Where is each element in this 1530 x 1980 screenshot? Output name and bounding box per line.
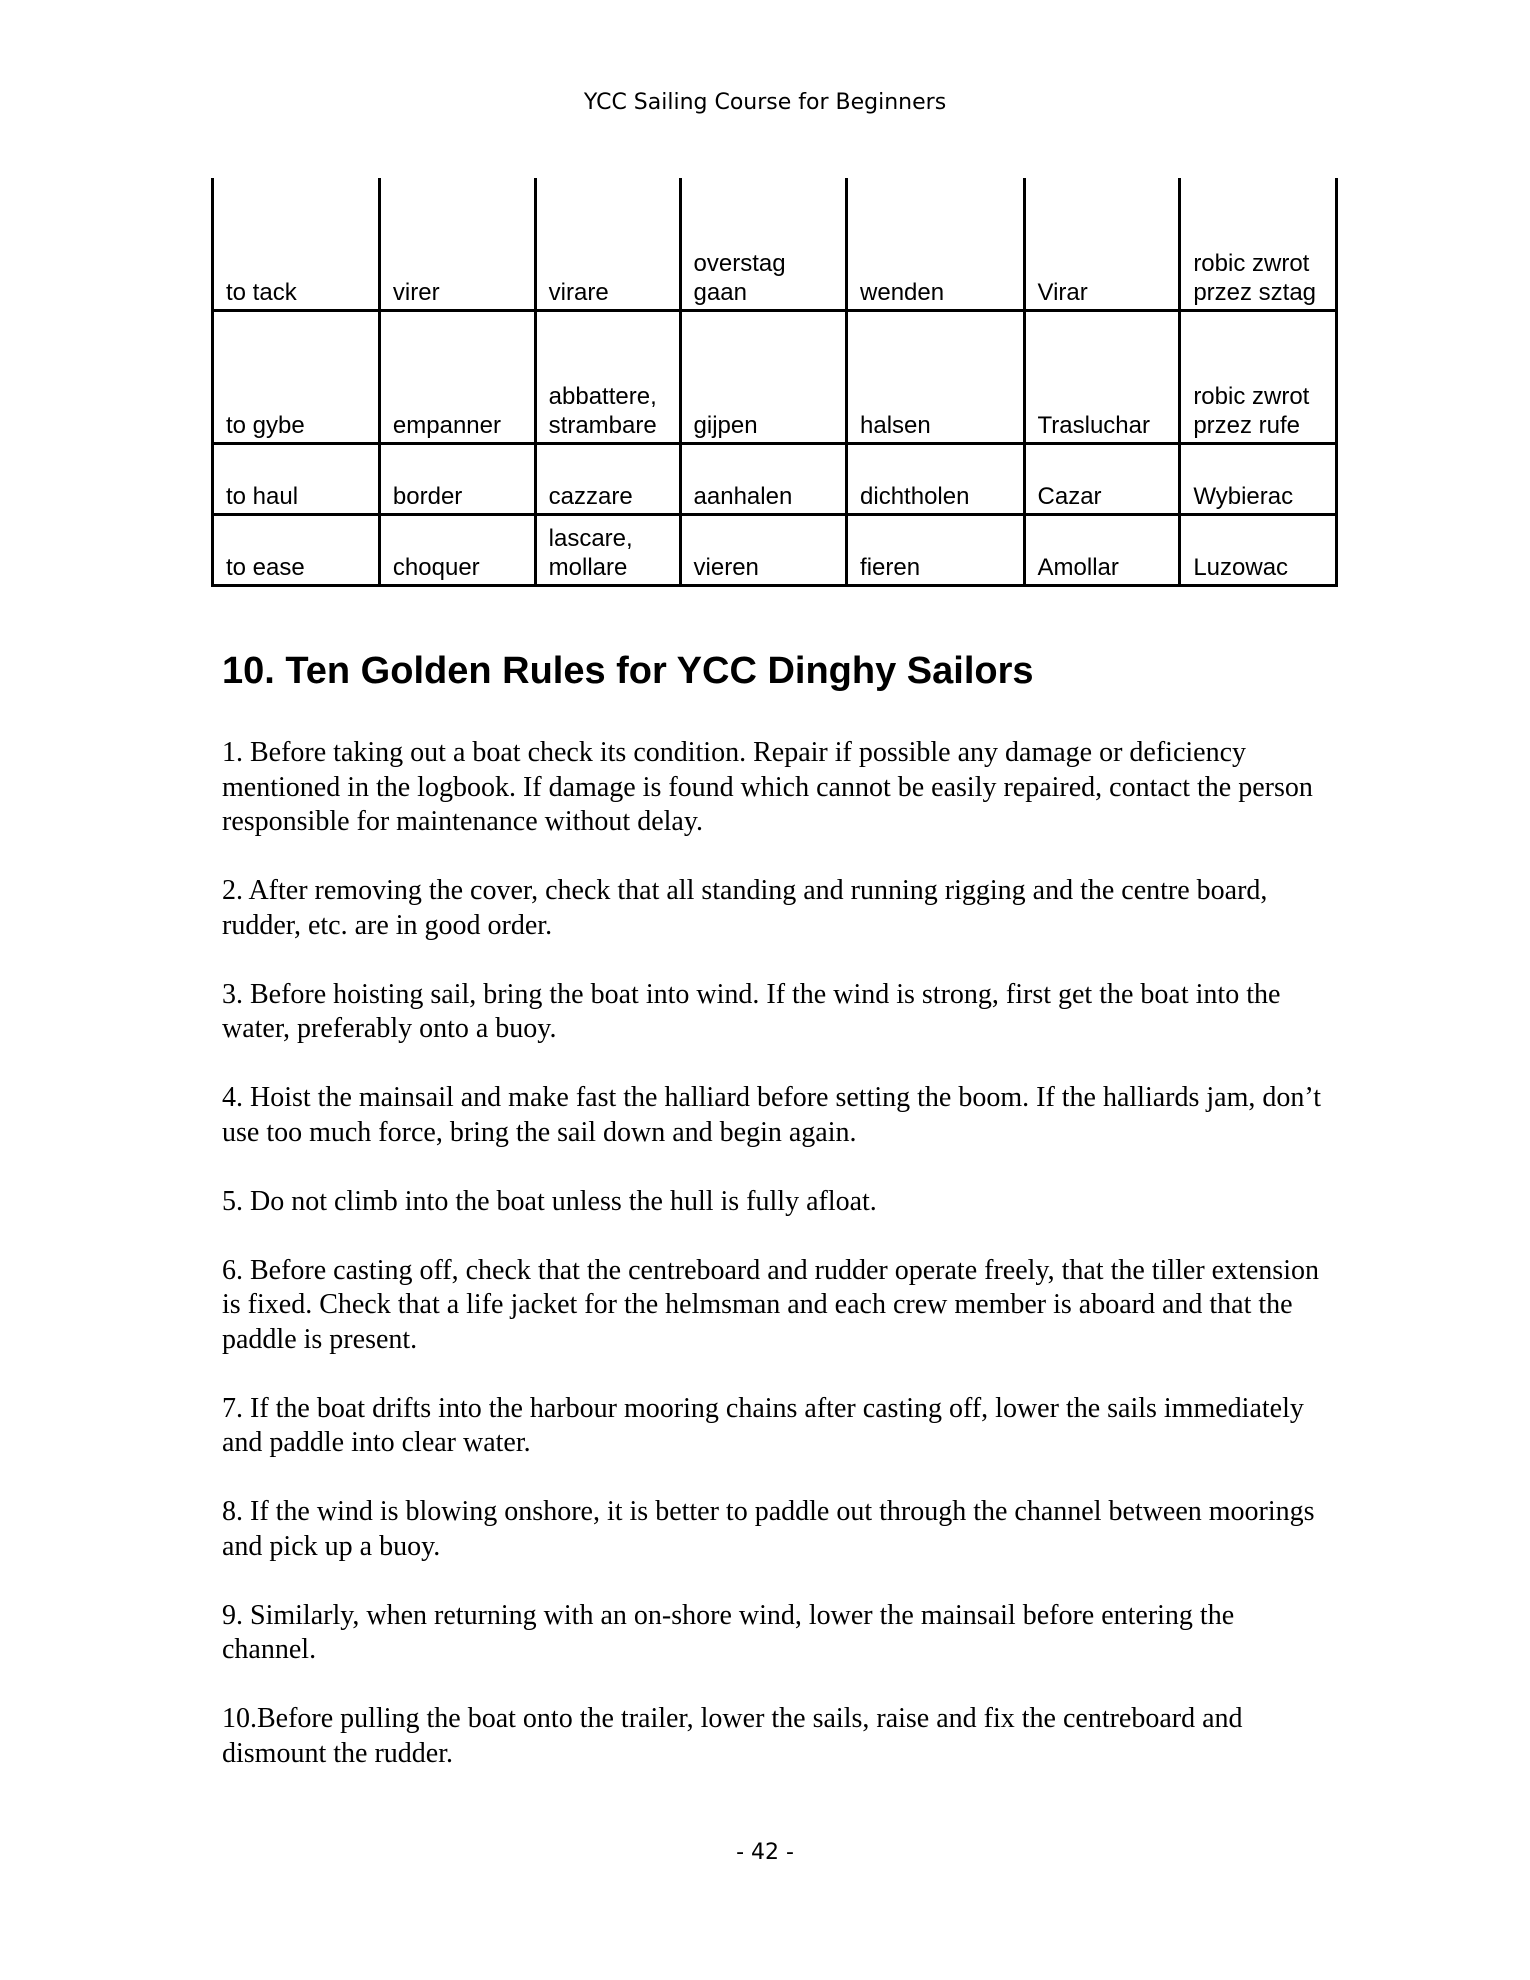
rule-item: 9. Similarly, when returning with an on-shore wind, lower the mainsail before entering the channel. xyxy=(222,1599,1235,1665)
rule-item: 2. After removing the cover, check that all standing and running rigging and the centre board, rudder, etc. are in good order. xyxy=(222,875,1268,941)
table-row xyxy=(213,310,1337,443)
page-number: - 42 - xyxy=(736,1840,794,1865)
rule-item: 1. Before taking out a boat check its condition. Repair if possible any damage or deficiency mentioned in the logbook. If damage is found which cannot be easily repaired, contact the person responsible for maintenance without delay. xyxy=(222,737,1313,837)
table-cell: vieren xyxy=(680,514,847,585)
rule-item: 7. If the boat drifts into the harbour mooring chains after casting off, lower the sails immediately and paddle into clear water. xyxy=(222,1392,1304,1458)
table-cell: abbattere, strambare xyxy=(535,310,680,443)
section-title: 10. Ten Golden Rules for YCC Dinghy Sailors xyxy=(222,650,1034,692)
table-cell: Luzowac xyxy=(1180,514,1337,585)
rule-item: 6. Before casting off, check that the centreboard and rudder operate freely, that the tiller extension is fixed. Check that a life jacket for the helmsman and each crew member is aboard and that the paddle is present. xyxy=(222,1254,1319,1355)
table-cell: wenden xyxy=(847,178,1024,310)
table-cell: lascare, mollare xyxy=(535,514,680,585)
table-cell: to gybe xyxy=(213,310,380,443)
rule-item: 3. Before hoisting sail, bring the boat into wind. If the wind is strong, first get the boat into the water, preferably onto a buoy. xyxy=(222,978,1281,1044)
translation-table xyxy=(211,178,1338,587)
table-cell: aanhalen xyxy=(680,443,847,514)
running-header: YCC Sailing Course for Beginners xyxy=(583,90,947,115)
table-cell: Amollar xyxy=(1024,514,1180,585)
table-row xyxy=(213,514,1337,585)
rule-item: 10.Before pulling the boat onto the trailer, lower the sails, raise and fix the centreboard and dismount the rudder. xyxy=(222,1703,1243,1769)
table-cell: virer xyxy=(379,178,535,310)
table-cell: halsen xyxy=(847,310,1024,443)
table-cell: Trasluchar xyxy=(1024,310,1180,443)
rule-item: 5. Do not climb into the boat unless the hull is fully afloat. xyxy=(222,1185,877,1217)
table-cell: Cazar xyxy=(1024,443,1180,514)
table-cell: virare xyxy=(535,178,680,310)
table-cell: empanner xyxy=(379,310,535,443)
table-cell: Wybierac xyxy=(1180,443,1337,514)
table-cell: cazzare xyxy=(535,443,680,514)
rule-item: 8. If the wind is blowing onshore, it is better to paddle out through the channel between moorings and pick up a buoy. xyxy=(222,1496,1315,1562)
table-cell: dichtholen xyxy=(847,443,1024,514)
table-cell: to haul xyxy=(213,443,380,514)
rules-list xyxy=(222,736,1332,1806)
table-cell: Virar xyxy=(1024,178,1180,310)
table-cell: overstag gaan xyxy=(680,178,847,310)
table-row xyxy=(213,443,1337,514)
rule-item: 4. Hoist the mainsail and make fast the halliard before setting the boom. If the halliards jam, don’t use too much force, bring the sail down and begin again. xyxy=(222,1082,1321,1148)
table-cell: border xyxy=(379,443,535,514)
table-cell: to tack xyxy=(213,178,380,310)
table-cell: choquer xyxy=(379,514,535,585)
table-cell: gijpen xyxy=(680,310,847,443)
table-cell: robic zwrot przez sztag xyxy=(1180,178,1337,310)
table-cell: robic zwrot przez rufe xyxy=(1180,310,1337,443)
table-cell: to ease xyxy=(213,514,380,585)
table-row xyxy=(213,178,1337,310)
table-cell: fieren xyxy=(847,514,1024,585)
